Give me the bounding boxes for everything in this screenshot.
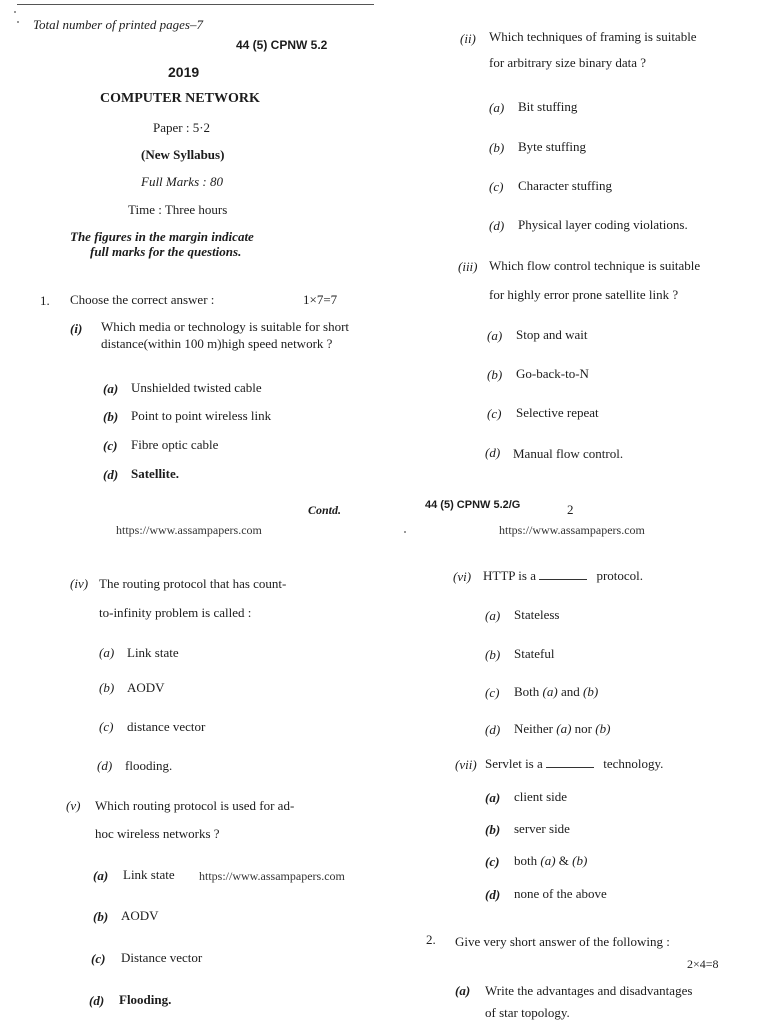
- option-text: Physical layer coding violations.: [518, 217, 688, 232]
- subquestion-label: (ii): [460, 31, 476, 46]
- option-label: (b): [485, 822, 501, 837]
- option-label: (a): [489, 100, 505, 115]
- subquestion-label: (iv): [70, 576, 89, 591]
- option-text: Neither (a) nor (b): [514, 721, 611, 736]
- option-label: (b): [485, 647, 501, 662]
- option-label: (c): [487, 406, 502, 421]
- option-label: (d): [489, 218, 505, 233]
- watermark-url: https://www.assampapers.com: [116, 523, 262, 537]
- option-text: distance vector: [127, 719, 206, 734]
- option-label: (c): [485, 685, 500, 700]
- option-label: (c): [103, 438, 118, 453]
- question-marks: 2×4=8: [687, 957, 719, 971]
- question-marks: 1×7=7: [303, 292, 338, 307]
- subquestion-text: Which media or technology is suitable for short distance(within 100 m)high speed network ?: [101, 319, 350, 351]
- paper-code: 44 (5) CPNW 5.2: [236, 38, 328, 52]
- paper-number: Paper : 5·2: [153, 120, 211, 135]
- option-text: Stateless: [514, 607, 560, 622]
- option-text: Point to point wireless link: [131, 408, 272, 423]
- subquestion-text: The routing protocol that has count-: [99, 576, 287, 591]
- option-text: AODV: [121, 908, 159, 923]
- subquestion-text: for highly error prone satellite link ?: [489, 287, 679, 302]
- option-text: Unshielded twisted cable: [131, 380, 262, 395]
- subquestion-label: (vi): [453, 569, 472, 584]
- subquestion-text: for arbitrary size binary data ?: [489, 55, 647, 70]
- option-label: (a): [485, 790, 501, 805]
- question-text-after: technology.: [603, 756, 664, 771]
- answer-blank: [546, 767, 594, 768]
- watermark-url: https://www.assampapers.com: [199, 869, 345, 883]
- option-text: AODV: [127, 680, 165, 695]
- subquestion-label: (vii): [455, 757, 477, 772]
- subquestion-text: Which routing protocol is used for ad-: [95, 798, 295, 813]
- exam-year: 2019: [168, 64, 200, 80]
- option-label: (c): [91, 951, 106, 966]
- option-text: Flooding.: [119, 992, 172, 1007]
- question-number: 2.: [426, 932, 436, 947]
- option-label: (b): [489, 140, 505, 155]
- subject-title: COMPUTER NETWORK: [100, 91, 260, 106]
- subquestion-label: (a): [455, 983, 471, 998]
- option-label: (d): [485, 887, 501, 902]
- subquestion-text: Which techniques of framing is suitable: [489, 29, 697, 44]
- subquestion-text: of star topology.: [485, 1005, 570, 1020]
- option-label: (b): [99, 680, 115, 695]
- option-text: Link state: [123, 867, 175, 882]
- option-text: Stateful: [514, 646, 555, 661]
- option-label: (a): [93, 868, 109, 883]
- question-text-before: HTTP is a: [483, 568, 536, 583]
- scan-speck: [404, 531, 406, 533]
- option-label: (b): [103, 409, 119, 424]
- subquestion-text: Write the advantages and disadvantages: [485, 983, 693, 998]
- syllabus-label: (New Syllabus): [141, 147, 225, 162]
- subquestion-text: Which flow control technique is suitable: [489, 258, 701, 273]
- option-text: Satellite.: [131, 466, 180, 481]
- subquestion-label: (iii): [458, 259, 478, 274]
- continued-note: Contd.: [308, 503, 342, 517]
- scan-speck: [14, 11, 16, 13]
- option-text: Manual flow control.: [513, 446, 624, 461]
- option-text: flooding.: [125, 758, 173, 773]
- option-label: (a): [485, 608, 501, 623]
- option-text: Distance vector: [121, 950, 203, 965]
- answer-blank: [539, 579, 587, 580]
- option-text: client side: [514, 789, 568, 804]
- option-text: Selective repeat: [516, 405, 599, 420]
- page-code: 44 (5) CPNW 5.2/G: [425, 499, 521, 511]
- question-number: 1.: [40, 293, 50, 308]
- question-text-before: Servlet is a: [485, 756, 543, 771]
- option-label: (a): [103, 381, 119, 396]
- instruction-line-1: The figures in the margin indicate: [70, 229, 254, 244]
- watermark-url: https://www.assampapers.com: [499, 523, 645, 537]
- option-label: (d): [103, 467, 119, 482]
- scan-speck: [17, 21, 19, 23]
- option-label: (d): [485, 445, 501, 460]
- time-allowed: Time : Three hours: [128, 202, 228, 217]
- option-text: server side: [514, 821, 570, 836]
- question-text: Choose the correct answer :: [70, 292, 215, 307]
- subquestion-text: hoc wireless networks ?: [95, 826, 220, 841]
- printed-pages-note: Total number of printed pages–7: [33, 17, 203, 32]
- option-label: (d): [485, 722, 501, 737]
- option-label: (d): [97, 758, 113, 773]
- option-text: Bit stuffing: [518, 99, 578, 114]
- option-label: (b): [93, 909, 109, 924]
- option-text: both (a) & (b): [514, 853, 588, 868]
- option-text: Fibre optic cable: [131, 437, 219, 452]
- page-number: 2: [567, 502, 574, 517]
- question-text: Give very short answer of the following :: [455, 934, 670, 949]
- top-rule: [17, 4, 374, 5]
- option-label: (a): [487, 328, 503, 343]
- option-label: (c): [489, 179, 504, 194]
- option-text: Go-back-to-N: [516, 366, 589, 381]
- question-text-after: protocol.: [596, 568, 644, 583]
- option-label: (a): [99, 645, 115, 660]
- full-marks: Full Marks : 80: [141, 174, 223, 189]
- option-label: (c): [99, 719, 114, 734]
- option-text: Character stuffing: [518, 178, 612, 193]
- option-text: Stop and wait: [516, 327, 588, 342]
- subquestion-text: to-infinity problem is called :: [99, 605, 252, 620]
- subquestion-label: (v): [66, 798, 81, 813]
- option-text: Byte stuffing: [518, 139, 587, 154]
- fill-in-question: [485, 756, 663, 772]
- fill-in-question: [483, 568, 643, 584]
- subquestion-label: (i): [70, 321, 83, 336]
- option-label: (b): [487, 367, 503, 382]
- option-label: (c): [485, 854, 500, 869]
- option-text: Link state: [127, 645, 179, 660]
- option-text: none of the above: [514, 886, 607, 901]
- option-label: (d): [89, 993, 105, 1008]
- instruction-line-2: full marks for the questions.: [90, 244, 242, 259]
- option-text: Both (a) and (b): [514, 684, 599, 699]
